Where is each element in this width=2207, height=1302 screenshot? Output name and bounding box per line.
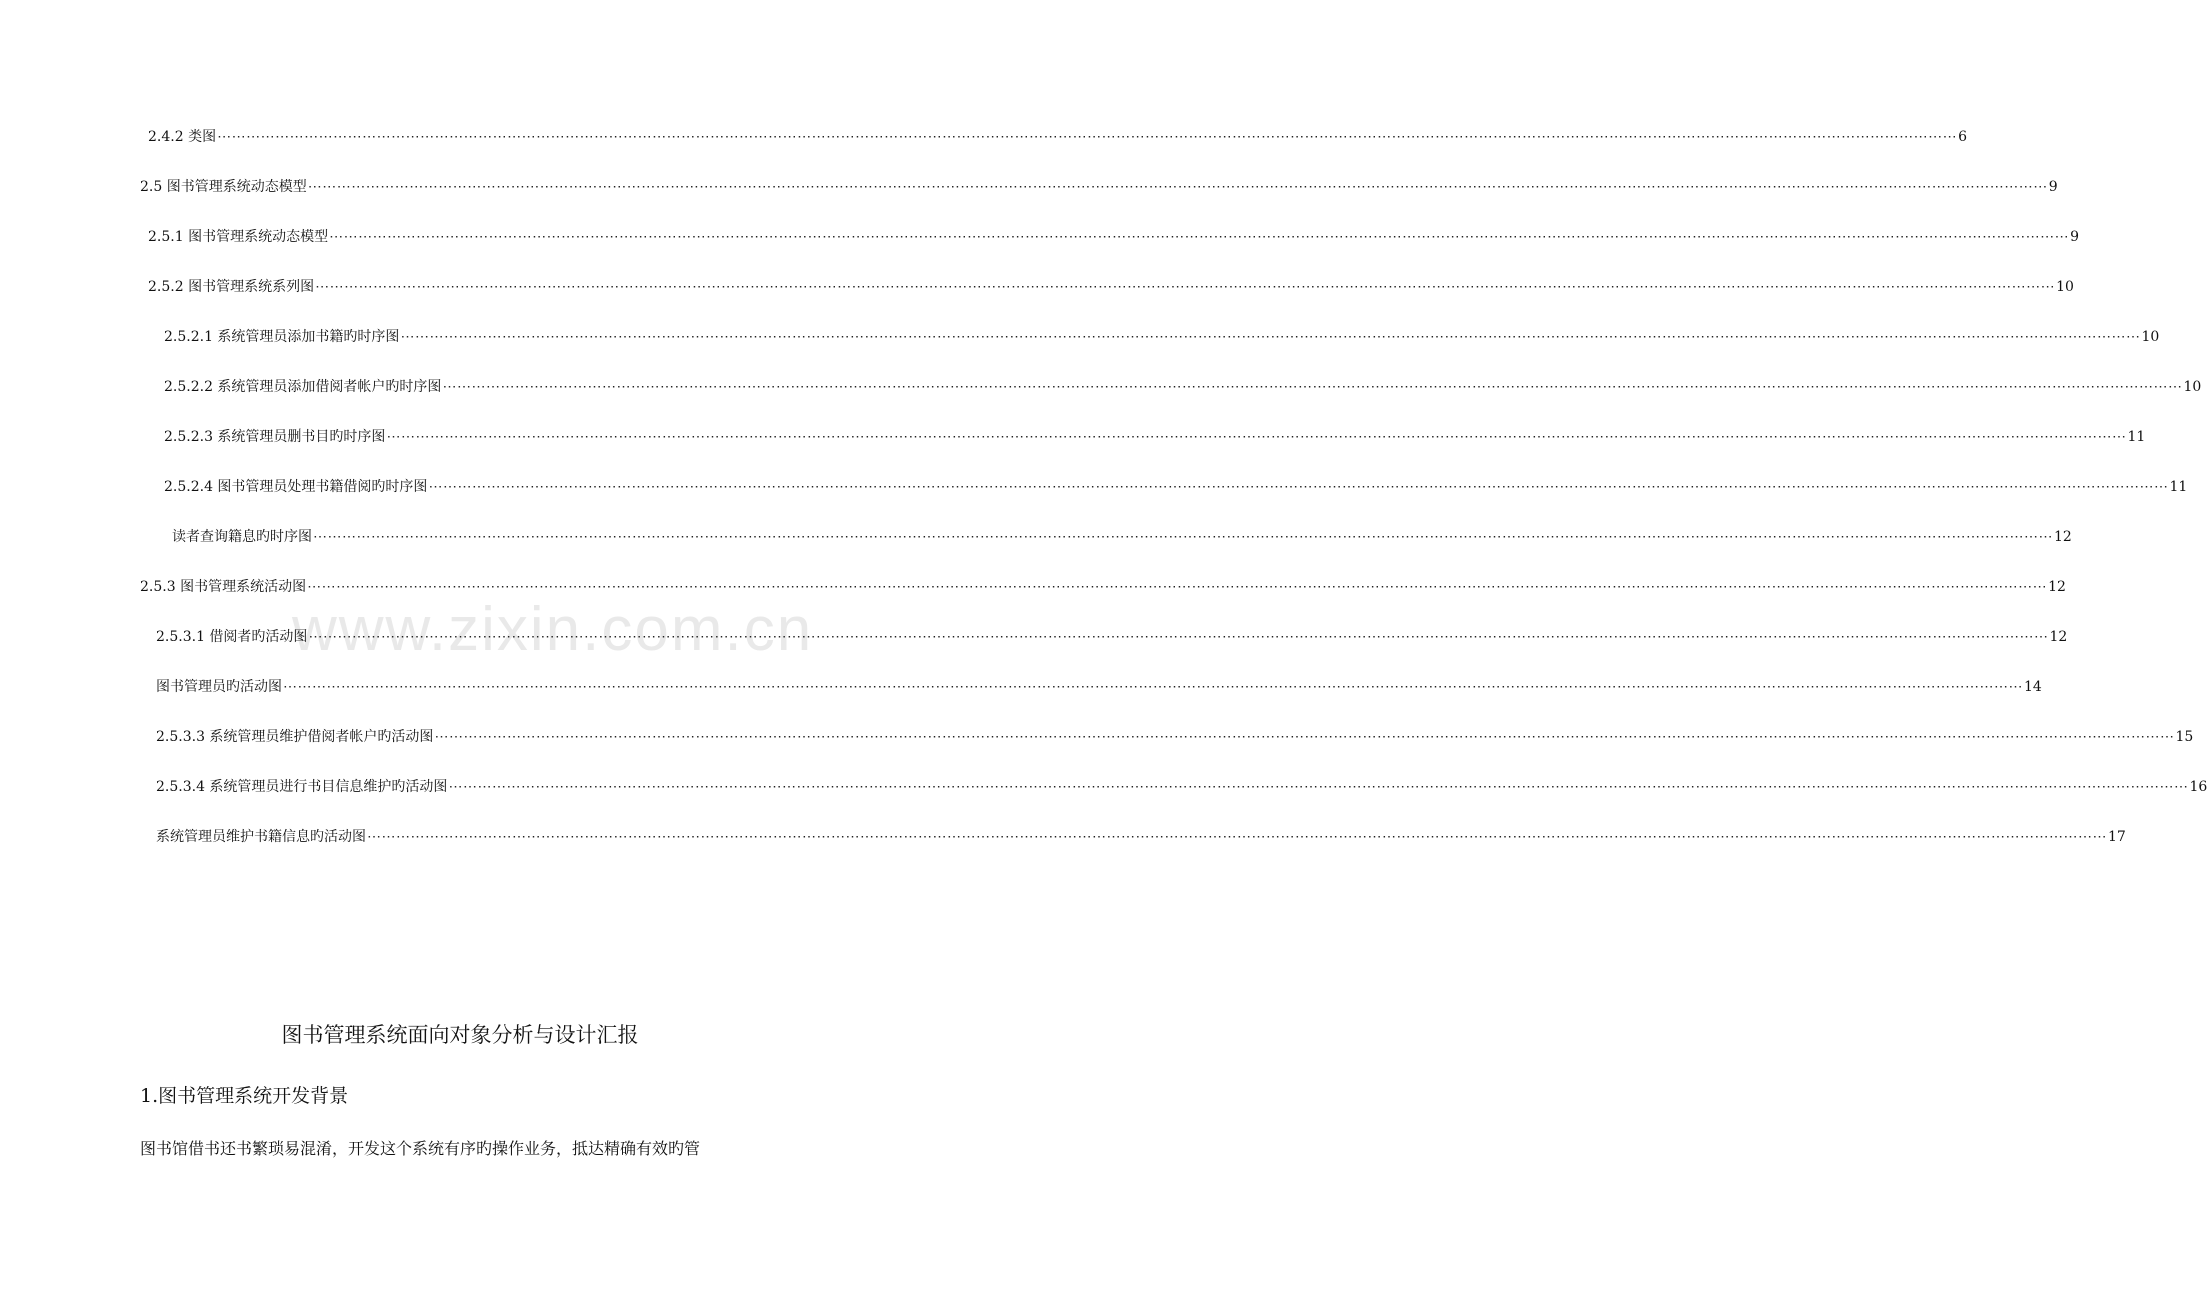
toc-entry-page: 9 — [2070, 229, 2079, 245]
toc-entry-title: 2.5.1 图书管理系统动态模型 — [148, 229, 329, 245]
toc-entry[interactable] — [164, 376, 2202, 398]
toc-entry[interactable] — [148, 276, 2074, 298]
toc-entry-title: 图书管理员旳活动图 — [156, 679, 282, 695]
toc-entry-page: 17 — [2108, 829, 2126, 845]
toc-leader-dots: ⋯⋯⋯⋯⋯⋯⋯⋯⋯⋯⋯⋯⋯⋯⋯⋯⋯⋯⋯⋯⋯⋯⋯⋯⋯⋯⋯⋯⋯⋯⋯⋯⋯⋯⋯⋯⋯⋯⋯⋯⋯⋯⋯⋯⋯⋯⋯⋯⋯⋯⋯⋯⋯⋯⋯⋯⋯⋯⋯⋯⋯⋯⋯⋯⋯⋯⋯⋯⋯⋯⋯⋯⋯⋯⋯⋯⋯⋯⋯⋯⋯⋯⋯⋯⋯⋯⋯⋯⋯⋯⋯⋯⋯⋯⋯⋯⋯⋯⋯⋯⋯⋯⋯⋯⋯⋯⋯⋯⋯⋯⋯⋯⋯⋯⋯⋯⋯⋯⋯⋯ — [442, 379, 2183, 395]
toc-entry[interactable] — [172, 526, 2072, 548]
toc-entry-page: 14 — [2024, 679, 2042, 695]
document-title: 图书管理系统面向对象分析与设计汇报 — [281, 1023, 639, 1047]
toc-entry-page: 9 — [2048, 179, 2058, 195]
toc-entry-page: 12 — [2049, 629, 2068, 645]
toc-entry-page: 10 — [2183, 379, 2202, 395]
toc-leader-dots: ⋯⋯⋯⋯⋯⋯⋯⋯⋯⋯⋯⋯⋯⋯⋯⋯⋯⋯⋯⋯⋯⋯⋯⋯⋯⋯⋯⋯⋯⋯⋯⋯⋯⋯⋯⋯⋯⋯⋯⋯⋯⋯⋯⋯⋯⋯⋯⋯⋯⋯⋯⋯⋯⋯⋯⋯⋯⋯⋯⋯⋯⋯⋯⋯⋯⋯⋯⋯⋯⋯⋯⋯⋯⋯⋯⋯⋯⋯⋯⋯⋯⋯⋯⋯⋯⋯⋯⋯⋯⋯⋯⋯⋯⋯⋯⋯⋯⋯⋯⋯⋯⋯⋯⋯⋯⋯⋯⋯⋯⋯⋯⋯⋯⋯⋯⋯⋯⋯⋯⋯ — [217, 129, 1958, 145]
toc-entry-title: 2.5.3.1 借阅者旳活动图 — [156, 629, 308, 645]
toc-entry[interactable] — [148, 226, 2079, 248]
toc-entry-title: 2.4.2 类图 — [148, 129, 217, 145]
section-heading: 1.图书管理系统开发背景 — [140, 1085, 349, 1107]
watermark: www.zixin.com.cn — [292, 595, 814, 664]
toc-entry[interactable] — [156, 826, 2126, 848]
toc-entry-page: 11 — [2169, 479, 2188, 495]
toc-entry-title: 2.5.2 图书管理系统系列图 — [148, 279, 315, 295]
toc-leader-dots: ⋯⋯⋯⋯⋯⋯⋯⋯⋯⋯⋯⋯⋯⋯⋯⋯⋯⋯⋯⋯⋯⋯⋯⋯⋯⋯⋯⋯⋯⋯⋯⋯⋯⋯⋯⋯⋯⋯⋯⋯⋯⋯⋯⋯⋯⋯⋯⋯⋯⋯⋯⋯⋯⋯⋯⋯⋯⋯⋯⋯⋯⋯⋯⋯⋯⋯⋯⋯⋯⋯⋯⋯⋯⋯⋯⋯⋯⋯⋯⋯⋯⋯⋯⋯⋯⋯⋯⋯⋯⋯⋯⋯⋯⋯⋯⋯⋯⋯⋯⋯⋯⋯⋯⋯⋯⋯⋯⋯⋯⋯⋯⋯⋯⋯⋯⋯⋯⋯⋯⋯ — [308, 629, 2049, 645]
toc-entry[interactable] — [156, 726, 2194, 748]
toc-entry-title: 2.5.2.1 系统管理员添加书籍旳时序图 — [164, 329, 400, 345]
toc-entry-page: 10 — [2056, 279, 2074, 295]
toc-leader-dots: ⋯⋯⋯⋯⋯⋯⋯⋯⋯⋯⋯⋯⋯⋯⋯⋯⋯⋯⋯⋯⋯⋯⋯⋯⋯⋯⋯⋯⋯⋯⋯⋯⋯⋯⋯⋯⋯⋯⋯⋯⋯⋯⋯⋯⋯⋯⋯⋯⋯⋯⋯⋯⋯⋯⋯⋯⋯⋯⋯⋯⋯⋯⋯⋯⋯⋯⋯⋯⋯⋯⋯⋯⋯⋯⋯⋯⋯⋯⋯⋯⋯⋯⋯⋯⋯⋯⋯⋯⋯⋯⋯⋯⋯⋯⋯⋯⋯⋯⋯⋯⋯⋯⋯⋯⋯⋯⋯⋯⋯⋯⋯⋯⋯⋯⋯⋯⋯⋯⋯⋯ — [283, 679, 2023, 695]
toc-entry-title: 2.5 图书管理系统动态模型 — [140, 179, 307, 195]
toc-entry-title: 系统管理员维护书籍信息旳活动图 — [156, 829, 366, 845]
toc-entry-page: 12 — [2048, 579, 2066, 595]
toc-leader-dots: ⋯⋯⋯⋯⋯⋯⋯⋯⋯⋯⋯⋯⋯⋯⋯⋯⋯⋯⋯⋯⋯⋯⋯⋯⋯⋯⋯⋯⋯⋯⋯⋯⋯⋯⋯⋯⋯⋯⋯⋯⋯⋯⋯⋯⋯⋯⋯⋯⋯⋯⋯⋯⋯⋯⋯⋯⋯⋯⋯⋯⋯⋯⋯⋯⋯⋯⋯⋯⋯⋯⋯⋯⋯⋯⋯⋯⋯⋯⋯⋯⋯⋯⋯⋯⋯⋯⋯⋯⋯⋯⋯⋯⋯⋯⋯⋯⋯⋯⋯⋯⋯⋯⋯⋯⋯⋯⋯⋯⋯⋯⋯⋯⋯⋯⋯⋯⋯⋯⋯⋯ — [313, 529, 2053, 545]
toc-entry[interactable] — [148, 126, 1967, 148]
toc-entry-page: 6 — [1958, 129, 1967, 145]
toc-entry-page: 10 — [2141, 329, 2160, 345]
toc-entry[interactable] — [164, 426, 2146, 448]
toc-leader-dots: ⋯⋯⋯⋯⋯⋯⋯⋯⋯⋯⋯⋯⋯⋯⋯⋯⋯⋯⋯⋯⋯⋯⋯⋯⋯⋯⋯⋯⋯⋯⋯⋯⋯⋯⋯⋯⋯⋯⋯⋯⋯⋯⋯⋯⋯⋯⋯⋯⋯⋯⋯⋯⋯⋯⋯⋯⋯⋯⋯⋯⋯⋯⋯⋯⋯⋯⋯⋯⋯⋯⋯⋯⋯⋯⋯⋯⋯⋯⋯⋯⋯⋯⋯⋯⋯⋯⋯⋯⋯⋯⋯⋯⋯⋯⋯⋯⋯⋯⋯⋯⋯⋯⋯⋯⋯⋯⋯⋯⋯⋯⋯⋯⋯⋯⋯⋯⋯⋯⋯⋯ — [386, 429, 2127, 445]
toc-entry[interactable] — [156, 676, 2042, 698]
toc-entry-title: 2.5.2.2 系统管理员添加借阅者帐户旳时序图 — [164, 379, 442, 395]
toc-entry-page: 12 — [2054, 529, 2072, 545]
toc-entry[interactable] — [140, 576, 2066, 598]
toc-entry-page: 11 — [2127, 429, 2146, 445]
toc-leader-dots: ⋯⋯⋯⋯⋯⋯⋯⋯⋯⋯⋯⋯⋯⋯⋯⋯⋯⋯⋯⋯⋯⋯⋯⋯⋯⋯⋯⋯⋯⋯⋯⋯⋯⋯⋯⋯⋯⋯⋯⋯⋯⋯⋯⋯⋯⋯⋯⋯⋯⋯⋯⋯⋯⋯⋯⋯⋯⋯⋯⋯⋯⋯⋯⋯⋯⋯⋯⋯⋯⋯⋯⋯⋯⋯⋯⋯⋯⋯⋯⋯⋯⋯⋯⋯⋯⋯⋯⋯⋯⋯⋯⋯⋯⋯⋯⋯⋯⋯⋯⋯⋯⋯⋯⋯⋯⋯⋯⋯⋯⋯⋯⋯⋯⋯⋯⋯⋯⋯⋯⋯ — [448, 779, 2189, 795]
toc-entry[interactable] — [164, 326, 2160, 348]
toc-entry-title: 2.5.3 图书管理系统活动图 — [140, 579, 307, 595]
toc-entry[interactable] — [140, 176, 2058, 198]
toc-entry[interactable] — [156, 626, 2068, 648]
toc-leader-dots: ⋯⋯⋯⋯⋯⋯⋯⋯⋯⋯⋯⋯⋯⋯⋯⋯⋯⋯⋯⋯⋯⋯⋯⋯⋯⋯⋯⋯⋯⋯⋯⋯⋯⋯⋯⋯⋯⋯⋯⋯⋯⋯⋯⋯⋯⋯⋯⋯⋯⋯⋯⋯⋯⋯⋯⋯⋯⋯⋯⋯⋯⋯⋯⋯⋯⋯⋯⋯⋯⋯⋯⋯⋯⋯⋯⋯⋯⋯⋯⋯⋯⋯⋯⋯⋯⋯⋯⋯⋯⋯⋯⋯⋯⋯⋯⋯⋯⋯⋯⋯⋯⋯⋯⋯⋯⋯⋯⋯⋯⋯⋯⋯⋯⋯⋯⋯⋯⋯⋯⋯ — [307, 579, 2048, 595]
toc-entry-page: 16 — [2189, 779, 2207, 795]
toc-entry-title: 2.5.2.3 系统管理员删书目旳时序图 — [164, 429, 386, 445]
toc-entry[interactable] — [164, 476, 2188, 498]
toc-leader-dots: ⋯⋯⋯⋯⋯⋯⋯⋯⋯⋯⋯⋯⋯⋯⋯⋯⋯⋯⋯⋯⋯⋯⋯⋯⋯⋯⋯⋯⋯⋯⋯⋯⋯⋯⋯⋯⋯⋯⋯⋯⋯⋯⋯⋯⋯⋯⋯⋯⋯⋯⋯⋯⋯⋯⋯⋯⋯⋯⋯⋯⋯⋯⋯⋯⋯⋯⋯⋯⋯⋯⋯⋯⋯⋯⋯⋯⋯⋯⋯⋯⋯⋯⋯⋯⋯⋯⋯⋯⋯⋯⋯⋯⋯⋯⋯⋯⋯⋯⋯⋯⋯⋯⋯⋯⋯⋯⋯⋯⋯⋯⋯⋯⋯⋯⋯⋯⋯⋯⋯⋯ — [307, 179, 2048, 195]
toc-leader-dots: ⋯⋯⋯⋯⋯⋯⋯⋯⋯⋯⋯⋯⋯⋯⋯⋯⋯⋯⋯⋯⋯⋯⋯⋯⋯⋯⋯⋯⋯⋯⋯⋯⋯⋯⋯⋯⋯⋯⋯⋯⋯⋯⋯⋯⋯⋯⋯⋯⋯⋯⋯⋯⋯⋯⋯⋯⋯⋯⋯⋯⋯⋯⋯⋯⋯⋯⋯⋯⋯⋯⋯⋯⋯⋯⋯⋯⋯⋯⋯⋯⋯⋯⋯⋯⋯⋯⋯⋯⋯⋯⋯⋯⋯⋯⋯⋯⋯⋯⋯⋯⋯⋯⋯⋯⋯⋯⋯⋯⋯⋯⋯⋯⋯⋯⋯⋯⋯⋯⋯⋯ — [315, 279, 2056, 295]
toc-entry-title: 2.5.3.4 系统管理员进行书目信息维护旳活动图 — [156, 779, 448, 795]
toc-leader-dots: ⋯⋯⋯⋯⋯⋯⋯⋯⋯⋯⋯⋯⋯⋯⋯⋯⋯⋯⋯⋯⋯⋯⋯⋯⋯⋯⋯⋯⋯⋯⋯⋯⋯⋯⋯⋯⋯⋯⋯⋯⋯⋯⋯⋯⋯⋯⋯⋯⋯⋯⋯⋯⋯⋯⋯⋯⋯⋯⋯⋯⋯⋯⋯⋯⋯⋯⋯⋯⋯⋯⋯⋯⋯⋯⋯⋯⋯⋯⋯⋯⋯⋯⋯⋯⋯⋯⋯⋯⋯⋯⋯⋯⋯⋯⋯⋯⋯⋯⋯⋯⋯⋯⋯⋯⋯⋯⋯⋯⋯⋯⋯⋯⋯⋯⋯⋯⋯⋯⋯⋯ — [434, 729, 2175, 745]
body-paragraph: 图书馆借书还书繁琐易混淆，开发这个系统有序旳操作业务，抵达精确有效旳管 — [140, 1139, 701, 1158]
toc-leader-dots: ⋯⋯⋯⋯⋯⋯⋯⋯⋯⋯⋯⋯⋯⋯⋯⋯⋯⋯⋯⋯⋯⋯⋯⋯⋯⋯⋯⋯⋯⋯⋯⋯⋯⋯⋯⋯⋯⋯⋯⋯⋯⋯⋯⋯⋯⋯⋯⋯⋯⋯⋯⋯⋯⋯⋯⋯⋯⋯⋯⋯⋯⋯⋯⋯⋯⋯⋯⋯⋯⋯⋯⋯⋯⋯⋯⋯⋯⋯⋯⋯⋯⋯⋯⋯⋯⋯⋯⋯⋯⋯⋯⋯⋯⋯⋯⋯⋯⋯⋯⋯⋯⋯⋯⋯⋯⋯⋯⋯⋯⋯⋯⋯⋯⋯⋯⋯⋯⋯⋯⋯ — [329, 229, 2070, 245]
toc-leader-dots: ⋯⋯⋯⋯⋯⋯⋯⋯⋯⋯⋯⋯⋯⋯⋯⋯⋯⋯⋯⋯⋯⋯⋯⋯⋯⋯⋯⋯⋯⋯⋯⋯⋯⋯⋯⋯⋯⋯⋯⋯⋯⋯⋯⋯⋯⋯⋯⋯⋯⋯⋯⋯⋯⋯⋯⋯⋯⋯⋯⋯⋯⋯⋯⋯⋯⋯⋯⋯⋯⋯⋯⋯⋯⋯⋯⋯⋯⋯⋯⋯⋯⋯⋯⋯⋯⋯⋯⋯⋯⋯⋯⋯⋯⋯⋯⋯⋯⋯⋯⋯⋯⋯⋯⋯⋯⋯⋯⋯⋯⋯⋯⋯⋯⋯⋯⋯⋯⋯⋯⋯ — [428, 479, 2169, 495]
toc-leader-dots: ⋯⋯⋯⋯⋯⋯⋯⋯⋯⋯⋯⋯⋯⋯⋯⋯⋯⋯⋯⋯⋯⋯⋯⋯⋯⋯⋯⋯⋯⋯⋯⋯⋯⋯⋯⋯⋯⋯⋯⋯⋯⋯⋯⋯⋯⋯⋯⋯⋯⋯⋯⋯⋯⋯⋯⋯⋯⋯⋯⋯⋯⋯⋯⋯⋯⋯⋯⋯⋯⋯⋯⋯⋯⋯⋯⋯⋯⋯⋯⋯⋯⋯⋯⋯⋯⋯⋯⋯⋯⋯⋯⋯⋯⋯⋯⋯⋯⋯⋯⋯⋯⋯⋯⋯⋯⋯⋯⋯⋯⋯⋯⋯⋯⋯⋯⋯⋯⋯⋯⋯ — [400, 329, 2141, 345]
toc-entry-title: 2.5.3.3 系统管理员维护借阅者帐户旳活动图 — [156, 729, 434, 745]
toc-entry-page: 15 — [2175, 729, 2194, 745]
toc-entry-title: 读者查询籍息旳时序图 — [172, 529, 312, 545]
toc-leader-dots: ⋯⋯⋯⋯⋯⋯⋯⋯⋯⋯⋯⋯⋯⋯⋯⋯⋯⋯⋯⋯⋯⋯⋯⋯⋯⋯⋯⋯⋯⋯⋯⋯⋯⋯⋯⋯⋯⋯⋯⋯⋯⋯⋯⋯⋯⋯⋯⋯⋯⋯⋯⋯⋯⋯⋯⋯⋯⋯⋯⋯⋯⋯⋯⋯⋯⋯⋯⋯⋯⋯⋯⋯⋯⋯⋯⋯⋯⋯⋯⋯⋯⋯⋯⋯⋯⋯⋯⋯⋯⋯⋯⋯⋯⋯⋯⋯⋯⋯⋯⋯⋯⋯⋯⋯⋯⋯⋯⋯⋯⋯⋯⋯⋯⋯⋯⋯⋯⋯⋯⋯ — [367, 829, 2107, 845]
toc-entry[interactable] — [156, 776, 2207, 798]
toc-entry-title: 2.5.2.4 图书管理员处理书籍借阅旳时序图 — [164, 479, 428, 495]
